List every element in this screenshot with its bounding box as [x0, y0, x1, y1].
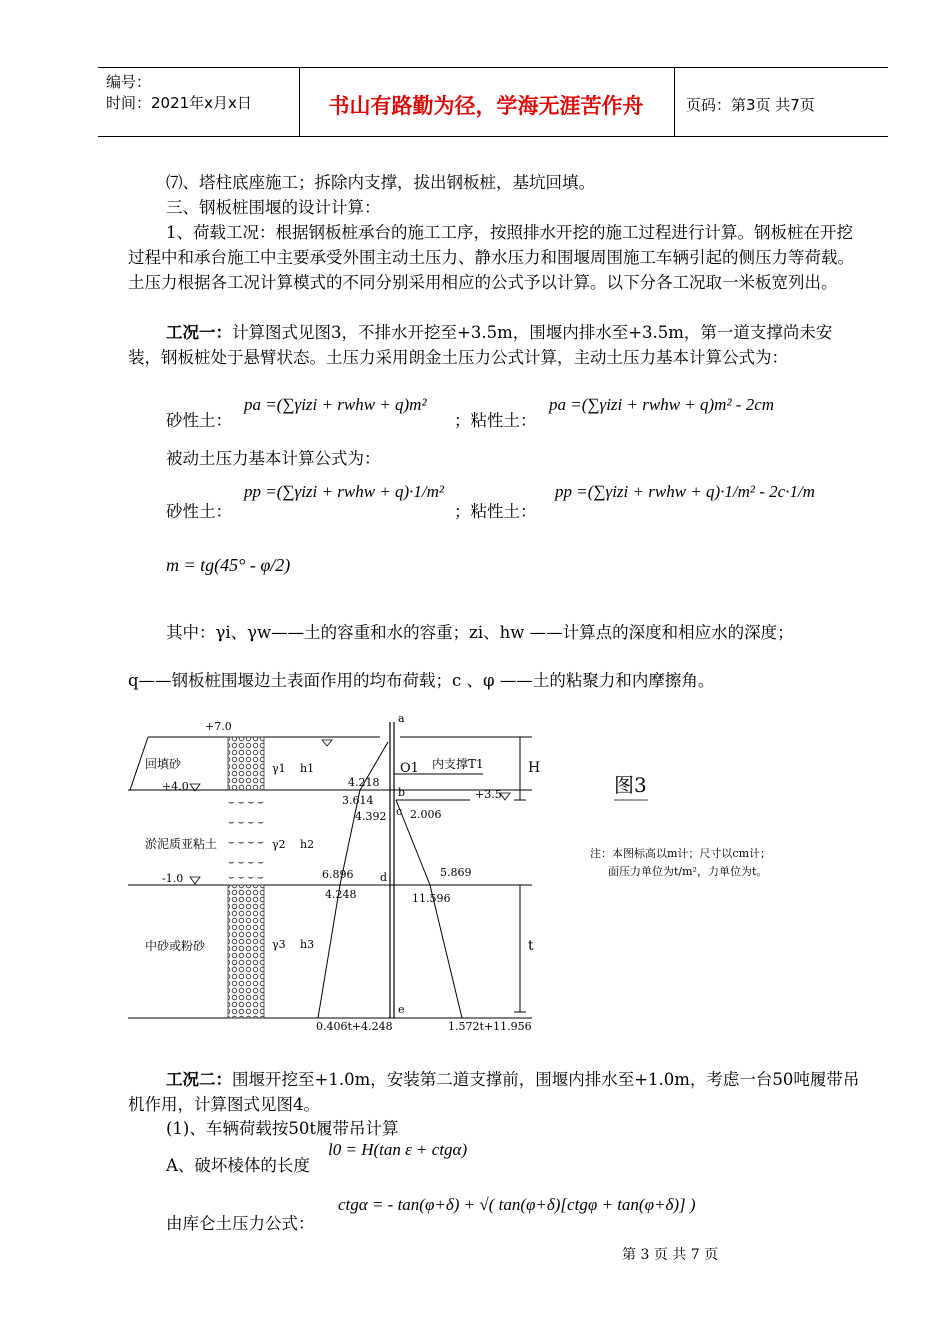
point-e: e [398, 1003, 405, 1016]
paragraph-q: q——钢板桩围堰边土表面作用的均布荷载；c 、φ ——土的粘聚力和内摩擦角。 [128, 671, 715, 690]
formula-pp-sand: pp =(∑γizi + rwhw + q)·1/m² [244, 482, 445, 501]
dim-H-label: H [528, 760, 541, 776]
h2: h2 [300, 838, 315, 851]
bottom-left-value: 0.406t+4.248 [316, 1020, 393, 1033]
paragraph-where: 其中：γi、γw——土的容重和水的容重；zi、hw ——计算点的深度和相应水的深度； [166, 623, 794, 642]
layer3-label: 中砂或粉砂 [145, 939, 206, 953]
val-4218: 4.218 [348, 776, 380, 789]
time-label: 时间：2021年x月x日 [106, 94, 252, 112]
paragraph-vehicle: (1)、车辆荷载按50t履带吊计算 [166, 1119, 399, 1138]
level-marker [190, 877, 200, 884]
bottom-right-value: 1.572t+11.956 [448, 1020, 532, 1033]
paragraph-load-cases: 1、荷载工况：根据钢板桩承台的施工工序，按照排水开挖的施工过程进行计算。钢板桩在开挖过程中和承台施工中主要承受外围主动土压力、静水压力和围堰周围施工车辆引起的侧压力等荷载。土压力根据各工况计算模式的不同分别采用相应的公式予以计算。以下分各工况取一米板宽列出。 [128, 223, 854, 292]
paragraph-step7: ⑺、塔柱底座施工；拆除内支撑，拔出钢板桩，基坑回填。 [166, 173, 595, 192]
clay-label: ；粘性土： [454, 502, 537, 521]
formula-l0: l0 = H(tan ε + ctgα) [328, 1140, 468, 1159]
val-11596: 11.596 [412, 892, 451, 905]
strut-label: 内支撑T1 [432, 757, 484, 771]
section-heading: 三、钢板桩围堰的设计计算： [166, 198, 381, 217]
figure-note2: 面压力单位为t/m²，力单位为t。 [608, 865, 768, 878]
formula-pa-clay: pa =(∑γizi + rwhw + q)m² - 2cm [549, 395, 775, 414]
point-c: c [396, 805, 403, 818]
case1-text: 计算图式见图3，不排水开挖至+3.5m，围堰内排水至+3.5m，第一道支撑尚未安装，钢板桩处于悬臂状态。土压力采用朗金土压力公式计算，主动土压力基本计算公式为： [128, 323, 833, 367]
val-6896: 6.896 [322, 868, 354, 881]
case2-title: 工况二： [166, 1070, 232, 1089]
val-5869: 5.869 [440, 866, 472, 879]
svg-text:⌣ ⌣ ⌣ ⌣: ⌣ ⌣ ⌣ ⌣ [228, 837, 264, 848]
page-footer: 第 3 页 共 7 页 [622, 1247, 719, 1263]
svg-text:⌣ ⌣ ⌣ ⌣: ⌣ ⌣ ⌣ ⌣ [228, 817, 264, 828]
gamma2: γ2 [272, 838, 286, 851]
wedge-label: A、破坏棱体的长度 [166, 1156, 310, 1175]
elev-4: +4.0 [162, 780, 189, 793]
svg-text:⌣ ⌣ ⌣ ⌣: ⌣ ⌣ ⌣ ⌣ [228, 857, 264, 868]
point-o1: O1 [400, 761, 419, 776]
val-4392: 4.392 [355, 810, 387, 823]
water-level-icon [322, 740, 332, 746]
val-4248: 4.248 [325, 888, 357, 901]
coulomb-label: 由库仑土压力公式： [166, 1214, 315, 1233]
case2-text: 围堰开挖至+1.0m，安装第二道支撑前，围堰内排水至+1.0m，考虑一台50吨履带吊机作用，计算图式见图4。 [128, 1070, 860, 1114]
h3: h3 [300, 938, 315, 951]
header-motto: 书山有路勤为径，学海无涯苦作舟 [328, 94, 644, 118]
sandy-label: 砂性土： [166, 502, 232, 521]
svg-text:⌣ ⌣ ⌣ ⌣: ⌣ ⌣ ⌣ ⌣ [228, 872, 264, 883]
case1-title: 工况一： [166, 323, 232, 342]
gamma1: γ1 [272, 762, 286, 775]
elev-35: +3.5 [475, 788, 502, 801]
formula-m: m = tg(45° - φ/2) [166, 555, 291, 575]
paragraph-case2 [128, 1067, 862, 1117]
svg-text:⌣ ⌣ ⌣ ⌣: ⌣ ⌣ ⌣ ⌣ [228, 797, 264, 808]
point-d: d [380, 871, 388, 884]
clay-label: ；粘性土： [454, 411, 537, 430]
layer2-label: 淤泥质亚粘土 [145, 837, 218, 851]
gamma3: γ3 [272, 938, 286, 951]
sandy-label: 砂性土： [166, 411, 232, 430]
passive-pressure-line [396, 800, 462, 1018]
dim-t-label: t [528, 938, 534, 954]
h1: h1 [300, 762, 315, 775]
formula-ctg: ctgα = - tan(φ+δ) + √( tan(φ+δ)[ctgφ + tan(φ+δ)] ) [338, 1195, 696, 1214]
val-2006: 2.006 [410, 808, 442, 821]
layer1-label: 回填砂 [145, 757, 182, 771]
point-a: a [398, 712, 405, 725]
figure-note1: 注：本图标高以m计；尺寸以cm计； [590, 847, 772, 860]
formula-pa-sand: pa =(∑γizi + rwhw + q)m² [244, 395, 427, 414]
formula-pp-clay: pp =(∑γizi + rwhw + q)·1/m² - 2c·1/m [555, 482, 815, 501]
elev-top: +7.0 [205, 720, 232, 733]
silt-column [228, 797, 264, 883]
elev-m1: -1.0 [162, 872, 184, 885]
passive-title: 被动土压力基本计算公式为： [166, 449, 381, 468]
page-number-label: 页码：第3页 共7页 [686, 96, 815, 114]
figure-label: 图3 [614, 773, 647, 797]
point-b: b [398, 786, 406, 799]
val-3614: 3.614 [342, 794, 374, 807]
code-label: 编号： [106, 73, 152, 91]
